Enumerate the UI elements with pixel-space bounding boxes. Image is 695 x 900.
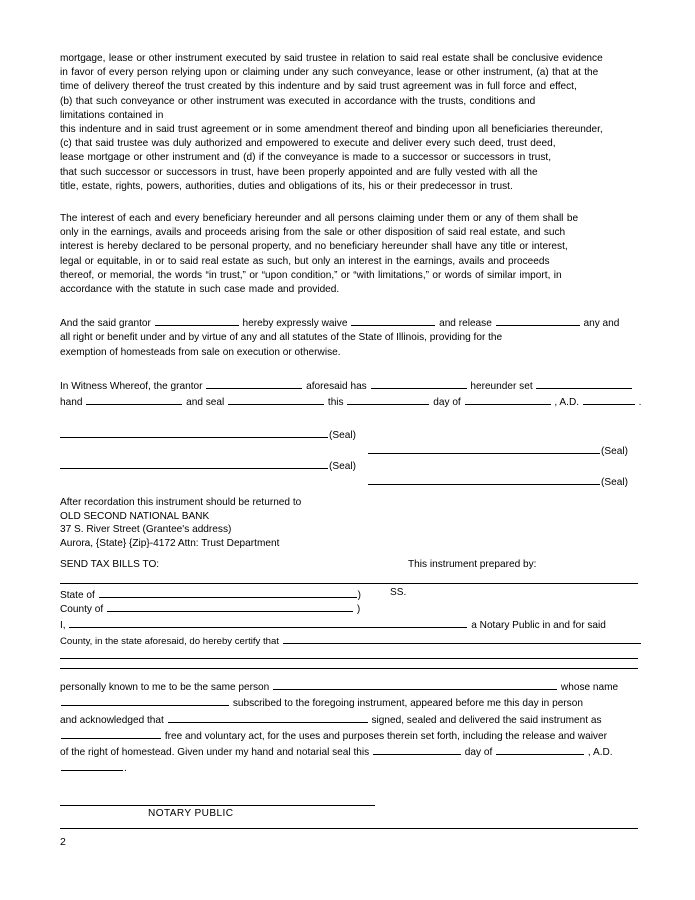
signature-seal-area bbox=[60, 428, 638, 490]
ack-text-day-of: day of bbox=[464, 747, 493, 759]
seal-month-blank[interactable] bbox=[496, 744, 584, 755]
witness-grantor-blank[interactable] bbox=[206, 378, 302, 389]
same-person-blank[interactable] bbox=[273, 679, 557, 690]
signature-line-2[interactable] bbox=[368, 444, 600, 454]
prepared-by-label: This instrument prepared by: bbox=[408, 558, 537, 570]
seal-label-4: (Seal) bbox=[601, 477, 628, 489]
ack-line-3 bbox=[60, 712, 638, 728]
grantor-blank[interactable] bbox=[155, 315, 239, 326]
p1-line-4: (b) that such conveyance or other instrument was executed in accordance with the trusts, conditions and bbox=[60, 95, 536, 107]
state-of-blank[interactable] bbox=[99, 587, 357, 598]
return-bank-name: OLD SECOND NATIONAL BANK bbox=[60, 510, 210, 522]
p1-line-10: title, estate, rights, powers, authorities, duties and obligations of its, his or their predecessor in trust. bbox=[60, 180, 513, 192]
return-address-block bbox=[60, 496, 638, 550]
blank-rule-2[interactable] bbox=[60, 668, 638, 669]
state-of-label: State of bbox=[60, 589, 95, 601]
ack-line-1 bbox=[60, 679, 638, 695]
witness-has-blank[interactable] bbox=[371, 378, 467, 389]
notary-signature-line[interactable] bbox=[60, 804, 375, 806]
tax-prepared-row bbox=[60, 559, 638, 579]
spacer bbox=[60, 360, 638, 378]
notary-signature-block bbox=[60, 804, 638, 819]
seal-label-2: (Seal) bbox=[601, 446, 628, 458]
i-label: I, bbox=[60, 619, 66, 631]
ack-text-signed-sealed: signed, sealed and delivered the said instrument as bbox=[371, 714, 602, 726]
ad-year-blank[interactable] bbox=[583, 394, 635, 405]
signature-line-1[interactable] bbox=[60, 428, 328, 438]
blank-rule-1[interactable] bbox=[60, 658, 638, 659]
county-of-row bbox=[60, 601, 638, 617]
ack-line-6 bbox=[60, 760, 638, 776]
witness-text-c: hereunder set bbox=[470, 380, 533, 392]
p1-line-8: lease mortgage or other instrument and (d) if the conveyance is made to a successor or successors in trust, bbox=[60, 152, 552, 164]
witness-text-ad: , A.D. bbox=[554, 397, 580, 409]
witness-text-seal: and seal bbox=[186, 397, 225, 409]
paragraph-homestead-waiver bbox=[60, 315, 638, 360]
footer-divider bbox=[60, 828, 638, 829]
waiver-line-2: all right or benefit under and by virtue of any and all statutes of the State of Illinois, providing for the bbox=[60, 332, 503, 344]
return-city-state-zip: Aurora, {State} {Zip}-4172 Attn: Trust Department bbox=[60, 538, 280, 550]
p2-line-4: legal or equitable, in or to said real estate as such, but only an interest in the earnings, avails and proceeds bbox=[60, 255, 550, 267]
waiver-text-d: any and bbox=[583, 318, 620, 330]
state-paren: ) bbox=[357, 589, 361, 601]
signature-line-3[interactable] bbox=[60, 459, 328, 469]
county-of-label: County of bbox=[60, 603, 104, 615]
p2-line-2: only in the earnings, avails and proceeds arising from the sale or other disposition of said real estate, and such bbox=[60, 227, 566, 239]
notary-public-caption: NOTARY PUBLIC bbox=[148, 808, 234, 820]
witness-text-this: this bbox=[327, 397, 344, 409]
day-of-blank[interactable] bbox=[465, 394, 551, 405]
divider-rule-top bbox=[60, 583, 638, 584]
spacer bbox=[60, 551, 638, 559]
ack-text-acknowledged: and acknowledged that bbox=[60, 714, 164, 726]
signature-line-4[interactable] bbox=[368, 475, 600, 485]
this-blank[interactable] bbox=[347, 394, 429, 405]
acknowledged-blank[interactable] bbox=[168, 712, 368, 723]
seal-row-3-left bbox=[60, 459, 356, 473]
page-number: 2 bbox=[60, 836, 66, 848]
acknowledgement-block bbox=[60, 679, 638, 776]
notary-name-blank[interactable] bbox=[69, 617, 467, 628]
ack-text-ad: , A.D. bbox=[587, 747, 613, 759]
release-blank[interactable] bbox=[496, 315, 580, 326]
p1-line-7: (c) that said trustee was duly authorized and empowered to execute and deliver every such deed, trust deed, bbox=[60, 138, 556, 150]
return-street: 37 S. River Street (Grantee's address) bbox=[60, 524, 232, 536]
document-body bbox=[60, 52, 642, 820]
certify-row bbox=[60, 633, 638, 649]
free-voluntary-blank[interactable] bbox=[61, 728, 161, 739]
waiver-line-1 bbox=[60, 315, 638, 331]
notary-public-in-for-said: a Notary Public in and for said bbox=[471, 619, 606, 631]
page-footer bbox=[60, 828, 638, 848]
waiver-text-a: And the said grantor bbox=[60, 318, 151, 330]
p1-line-5: limitations contained in bbox=[60, 109, 164, 121]
seal-row-1-left bbox=[60, 428, 356, 442]
seal-label-3: (Seal) bbox=[329, 461, 356, 473]
spacer bbox=[60, 194, 638, 212]
ack-line-2 bbox=[60, 695, 638, 711]
county-paren: ) bbox=[356, 603, 361, 615]
p1-line-9: that such successor or successors in trust, have been properly appointed and are fully vested with all the bbox=[60, 166, 538, 178]
p1-line-6: this indenture and in said trust agreement or in some amendment thereof and binding upon all beneficiaries thereunder, bbox=[60, 124, 603, 136]
ack-line-5 bbox=[60, 744, 638, 760]
hand-blank[interactable] bbox=[86, 394, 182, 405]
spacer bbox=[60, 297, 638, 315]
witness-set-blank[interactable] bbox=[536, 378, 632, 389]
seal-year-blank[interactable] bbox=[61, 760, 123, 771]
witness-line-1 bbox=[60, 378, 638, 394]
witness-text-hand: hand bbox=[60, 397, 83, 409]
paragraph-beneficiary-interest bbox=[60, 212, 638, 297]
p1-line-1: mortgage, lease or other instrument executed by said trustee in relation to said real estate shall be conclusive evidence bbox=[60, 53, 603, 64]
seal-row-4-right bbox=[368, 475, 628, 489]
waiver-text-b: hereby expressly waive bbox=[242, 318, 348, 330]
ack-text-a: personally known to me to be the same person bbox=[60, 682, 270, 694]
p1-line-3: time of delivery thereof the trust created by this indenture and by said trust agreement was in full force and effect, bbox=[60, 81, 577, 93]
ack-text-whose-name: whose name bbox=[560, 682, 619, 694]
ack-text-homestead: of the right of homestead. Given under my hand and notarial seal this bbox=[60, 747, 370, 759]
witness-text-dayof: day of bbox=[433, 397, 461, 409]
seal-row-2-right bbox=[368, 444, 628, 458]
witness-line-2 bbox=[60, 394, 642, 410]
paragraph-trustee-conveyance bbox=[60, 52, 638, 194]
county-in-state-label: County, in the state aforesaid, do hereby certify that bbox=[60, 636, 280, 648]
notary-name-row bbox=[60, 617, 638, 633]
p2-line-3: interest is hereby declared to be personal property, and no beneficiary hereunder shall have any title or interest, bbox=[60, 241, 568, 253]
seal-label-1: (Seal) bbox=[329, 430, 356, 442]
state-of-row bbox=[60, 587, 638, 601]
witness-text-period: . bbox=[638, 397, 642, 409]
return-line-1: After recordation this instrument should be returned to bbox=[60, 497, 302, 509]
p2-line-1: The interest of each and every beneficiary hereunder and all persons claiming under them or any of them shall be bbox=[60, 213, 579, 225]
seal-blank[interactable] bbox=[228, 394, 324, 405]
ack-text-free-voluntary: free and voluntary act, for the uses and purposes therein set forth, including the release and waiver bbox=[164, 730, 607, 742]
certify-that-blank[interactable] bbox=[283, 633, 641, 644]
waiver-text-c: and release bbox=[439, 318, 492, 330]
send-tax-bills-label: SEND TAX BILLS TO: bbox=[60, 558, 160, 570]
ss-label: SS. bbox=[390, 586, 407, 598]
county-of-blank[interactable] bbox=[107, 601, 353, 612]
waiver-line-3: exemption of homesteads from sale on execution or otherwise. bbox=[60, 346, 341, 358]
whose-name-blank[interactable] bbox=[61, 695, 229, 706]
ack-line-4 bbox=[60, 728, 638, 744]
waive-blank[interactable] bbox=[351, 315, 435, 326]
witness-text-b: aforesaid has bbox=[306, 380, 367, 392]
p2-line-6: accordance with the statute in such case made and provided. bbox=[60, 284, 340, 296]
p1-line-2: in favor of every person relying upon or claiming under any such conveyance, lease or other instrument, (a) that at the bbox=[60, 67, 599, 79]
ack-text-subscribed: subscribed to the foregoing instrument, appeared before me this day in person bbox=[232, 698, 583, 710]
seal-day-blank[interactable] bbox=[373, 744, 461, 755]
witness-block bbox=[60, 378, 642, 410]
p2-line-5: thereof, or memorial, the words “in trust,” or “upon condition,” or “with limitations,” or words of similar import, in bbox=[60, 269, 562, 281]
witness-text-a: In Witness Whereof, the grantor bbox=[60, 380, 203, 392]
ack-text-end-period: . bbox=[124, 763, 127, 775]
